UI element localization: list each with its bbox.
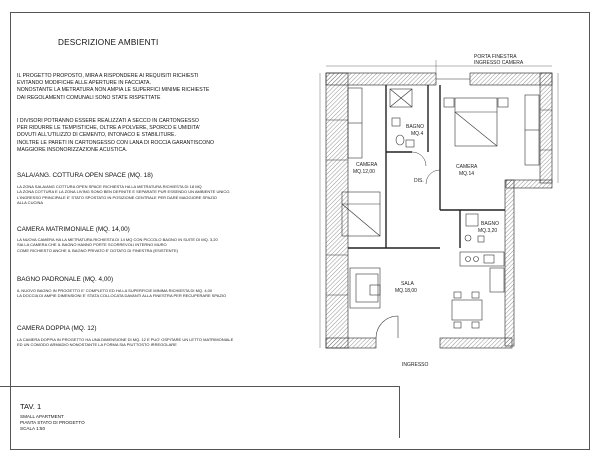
door-swing [426,170,440,184]
burner [474,257,479,262]
walls-line: INOLTRE LE PARETI IN CARTONGESSO CON LANA DI ROCCIA GARANTISCONO [17,139,215,146]
intro-line: DAI REGOLAMENTI COMUNALI SONO STATE RISPETTATE [17,94,161,101]
dining-table [452,300,482,320]
walls-line: DOVUTI ALL'UTILIZZO DI CEMENTO, INTONACO E STABILITURE. [17,132,176,139]
chair [454,292,461,298]
section-line: L'INGRESSO PRINCIPALE E' STATO SPOSTATO IN POSIZIONE CENTRALE PER DARE MAGGIORE SPAZIO [17,194,217,200]
walls-line: I DIVISORI POTRANNO ESSERE REALIZZATI A SECCO IN CARTONGESSO [17,118,199,124]
sink [392,118,400,126]
intro-line: IL PROGETTO PROPOSTO, MIRA A RISPONDERE AI REQUISITI RICHIESTI [17,73,199,79]
label-bagno2-area: MQ.3,20 [478,228,498,234]
label-sala-area: MQ.18,00 [395,288,417,294]
kitchen [460,252,504,292]
door-swing [412,152,426,166]
section-line: ED UN COMODO ARMADIO NONOSTANTE LA FORMA SIA PIUTTOSTO IRREGOLARE [17,342,177,348]
toilet [465,235,471,241]
bidet [406,140,414,147]
section-line: COME RICHIESTO ANCHE IL BAGNO PRIVATO E' DOTATO DI FINESTRA (ESISTENTE) [17,247,179,253]
wall-west [326,73,348,348]
label-ingresso: INGRESSO [402,362,429,368]
kitchen-sink [484,255,494,263]
title-block-line: SCALA 1:50 [20,426,46,431]
walls-line: PER RIDURRE LE TEMPISTICHE, OLTRE A POLVERE, SPORCO E UMIDITA' [17,125,201,132]
section-line: LA NUOVA CAMERA HA LA METRATURA RICHIESTA DI 14 MQ CON PICCOLO BAGNO IN SUITE DI MQ. 3,20 [17,237,218,242]
section-line: LA ZONA SALA/ANG COTTURA OPEN SPACE RICHIESTA HA LA METRATURA RICHIESTA DI 18 MQ [17,184,202,189]
entry-door-swing [376,316,398,338]
living-furniture [350,268,482,338]
label-bagno: BAGNO [406,124,425,130]
wall-north-left [326,73,436,85]
sink [478,236,484,242]
intro-line: NONOSTANTE LA METRATURA NON AMPIA LE SUPERFICI MINIME RICHIESTE [17,87,210,94]
chair [472,292,479,298]
label-sala: SALA [401,281,414,287]
section-line: IL NUOVO BAGNO IN PROGETTO E' COMPLETO ED HA LA SUPERFICIE MINIMA RICHIESTA DI MQ. 4,00 [17,288,213,293]
section-heading-bagno: BAGNO PADRONALE (MQ. 4,00) [17,276,114,283]
label-camera-sx: CAMERA [356,162,378,168]
fridge [490,268,504,292]
double-bed [455,98,497,146]
nightstand [498,98,508,107]
label-ingresso-camera: INGRESSO CAMERA [474,60,524,66]
sofa-seat [356,274,378,302]
section-heading-camera-matrimoniale: CAMERA MATRIMONIALE (MQ. 14,00) [17,226,130,233]
toilet [396,135,404,145]
chair [472,322,479,328]
intro-line: EVITANDO MODIFICHE ALLE APERTURE IN FACCIATA. [17,80,151,87]
wall-south-right [440,338,512,348]
exterior-walls [326,73,552,348]
title-block-line: PIANTA STATO DI PROGETTO [20,420,85,425]
label-dis: DIS. [414,178,424,184]
label-camera-sx-area: MQ.12,00 [353,169,375,175]
shower [466,214,478,226]
nightstand [444,98,454,107]
bagno-fixtures [390,89,414,147]
bed-cover-line [455,112,497,146]
wall-east-upper [540,73,552,183]
section-heading-camera-doppia: CAMERA DOPPIA (MQ. 12) [17,325,97,332]
label-camera-dx-area: MQ.14 [459,171,475,177]
camera-dx-furniture [444,95,539,165]
page-title: DESCRIZIONE AMBIENTI [58,38,159,47]
label-bagno2: BAGNO [481,221,500,227]
sheet-number: TAV. 1 [20,402,42,411]
walls-line: MAGGIORE INSONORIZZAZIONE ACUSTICA. [17,146,128,153]
coffee-table [370,285,380,295]
title-block-line: SMALL APARTMENT [20,414,64,419]
section-heading-sala: SALA/ANG. COTTURA OPEN SPACE (MQ. 18) [17,172,153,179]
burner [466,257,471,262]
section-line: LA DOCCIA DI AMPIE DIMENSIONI E' STATA COLLOCATA DAVANTI ALLA FINESTRA PER RECUPERARE SPAZIO [17,293,227,299]
section-line: SIA LA CAMERA CHE IL BAGNO HANNO PORTE SCORREVOLI INTERNO MURO [17,242,167,248]
label-bagno-area: MQ.4 [411,131,424,137]
chair [454,322,461,328]
label-porta-finestra: PORTA FINESTRA [474,54,517,60]
wall-east-lower [505,180,514,346]
section-line: LA ZONA COTTURA E LA ZONA LIVING SONO BEN DEFINITE E SEPARATE PUR ESSENDO UN AMBIENTE UNICO. [17,189,231,195]
kitchen-counter [460,252,504,266]
wall-south-left [326,338,376,348]
section-line: LA CAMERA DOPPIA IN PROGETTO HA UNA DIMENSIONE DI MQ. 12 E PUO' OSPITARE UN LETTO MATRIMONIALE [17,337,234,342]
section-line: ALLA CUCINA [17,199,44,205]
label-camera-dx: CAMERA [456,164,478,170]
